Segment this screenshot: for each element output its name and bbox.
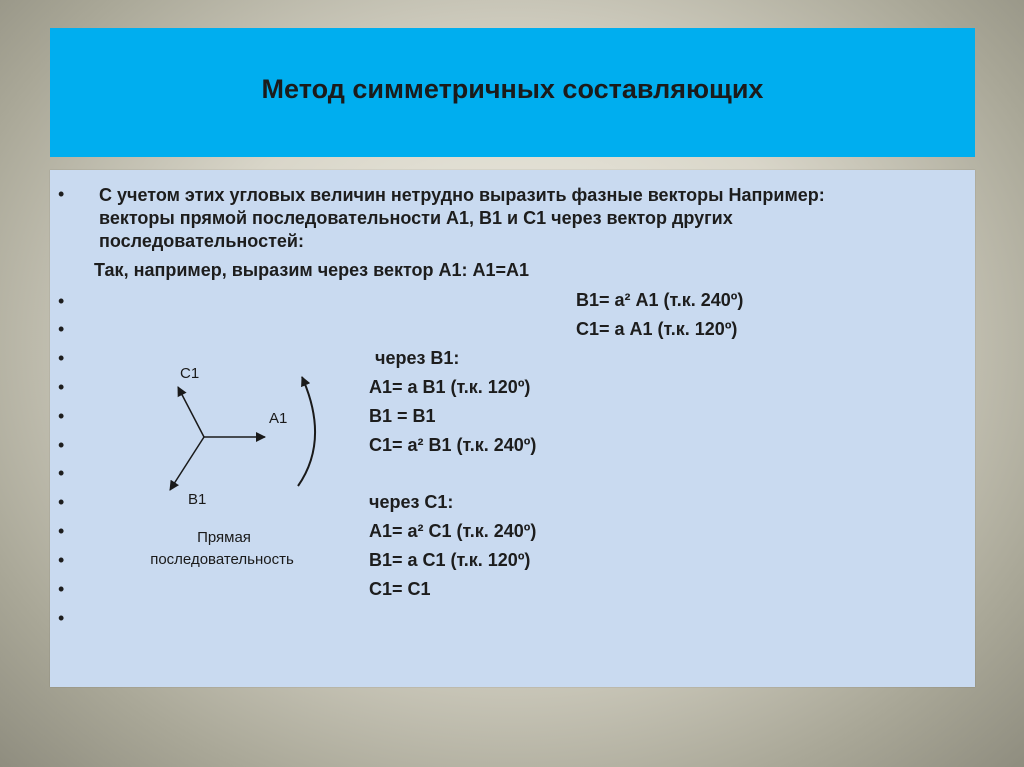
via-c1-heading: через С1: bbox=[369, 492, 454, 512]
via-a1-b1: В1= а² А1 (т.к. 240º) bbox=[576, 290, 744, 310]
via-c1-c1: С1= С1 bbox=[369, 579, 431, 599]
intro-line-3: последовательностей: bbox=[99, 231, 304, 251]
caption-line-2: последовательность bbox=[150, 551, 294, 568]
vector-diagram bbox=[130, 355, 330, 575]
bullet: • bbox=[58, 435, 65, 455]
label-b1: В1 bbox=[188, 491, 207, 508]
bullet: • bbox=[58, 579, 65, 599]
bullet: • bbox=[58, 184, 65, 204]
bullet: • bbox=[58, 406, 65, 426]
bullet: • bbox=[58, 377, 65, 397]
via-a1-c1: С1= а А1 (т.к. 120º) bbox=[576, 319, 738, 339]
title-bar bbox=[50, 28, 975, 157]
bullet: • bbox=[58, 348, 65, 368]
via-b1-c1: С1= а² В1 (т.к. 240º) bbox=[369, 435, 537, 455]
via-b1-heading: через В1: bbox=[375, 348, 460, 368]
vector-c1 bbox=[178, 387, 204, 437]
slide-title: Метод симметричных составляющих bbox=[261, 74, 764, 104]
via-b1-b1: В1 = В1 bbox=[369, 406, 436, 426]
via-c1-b1: В1= а С1 (т.к. 120º) bbox=[369, 550, 531, 570]
bullet: • bbox=[58, 608, 65, 628]
bullet: • bbox=[58, 550, 65, 570]
rotation-arrow bbox=[298, 377, 315, 486]
label-c1: С1 bbox=[180, 365, 200, 382]
vector-b1 bbox=[170, 437, 204, 490]
bullet: • bbox=[58, 521, 65, 541]
example-line: Так, например, выразим через вектор А1: А1=А1 bbox=[94, 260, 530, 280]
bullet: • bbox=[58, 492, 65, 512]
via-c1-a1: А1= а² С1 (т.к. 240º) bbox=[369, 521, 537, 541]
via-b1-a1: А1= а В1 (т.к. 120º) bbox=[369, 377, 531, 397]
bullet: • bbox=[58, 319, 65, 339]
bullet: • bbox=[58, 291, 65, 311]
intro-line-1: С учетом этих угловых величин нетрудно выразить фазные векторы Например: bbox=[99, 185, 825, 205]
intro-line-2: векторы прямой последовательности А1, В1 и С1 через вектор других bbox=[99, 208, 733, 228]
bullet: • bbox=[58, 463, 65, 483]
caption-line-1: Прямая bbox=[197, 529, 251, 546]
label-a1: А1 bbox=[269, 410, 288, 427]
